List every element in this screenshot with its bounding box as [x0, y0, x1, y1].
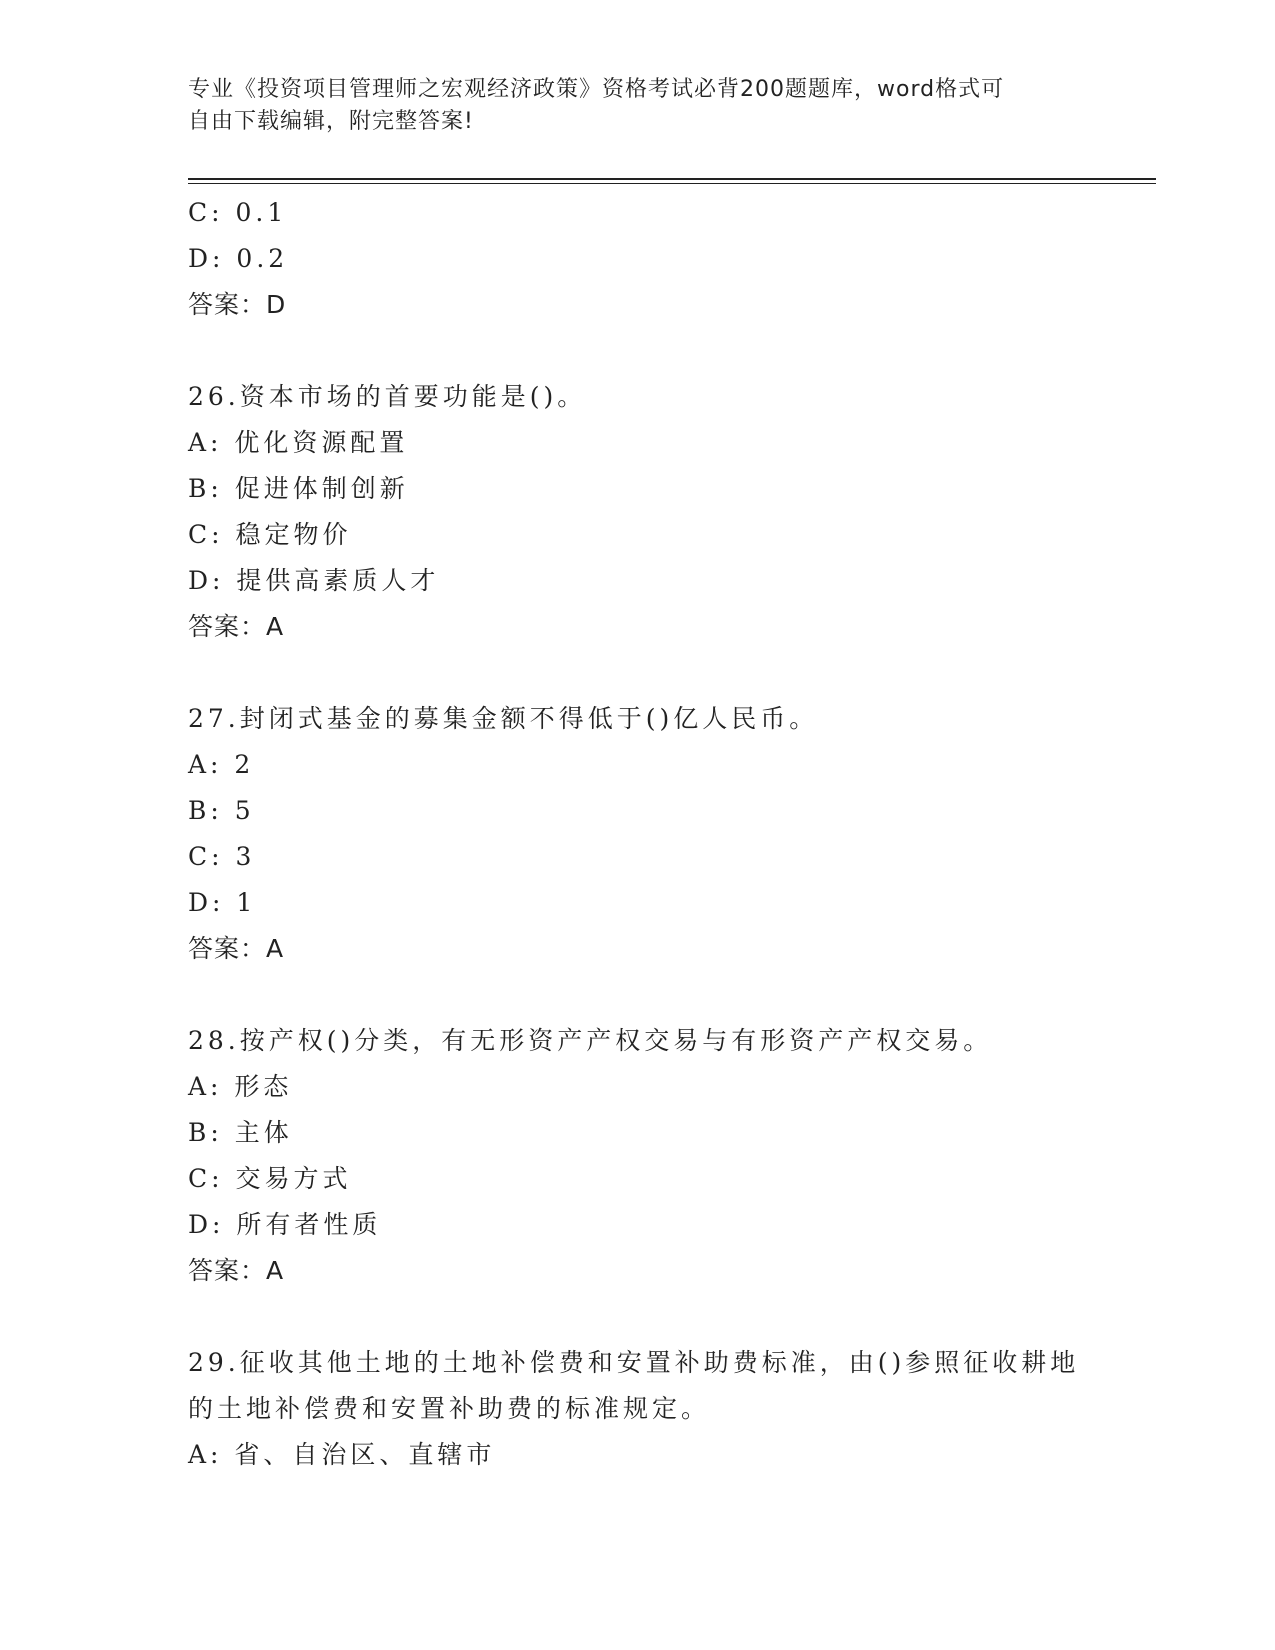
option-line: C: 3	[188, 842, 256, 871]
option-line: D: 1	[188, 888, 257, 917]
question-stem-continued: 的土地补偿费和安置补助费的标准规定。	[188, 1394, 711, 1423]
spacer	[188, 650, 1088, 696]
option-line: C: 交易方式	[188, 1164, 352, 1193]
answer-line: 答案：A	[188, 1256, 285, 1285]
option-line: C: 0.1	[188, 198, 288, 227]
option-line: C: 稳定物价	[188, 520, 352, 549]
option-line: B: 促进体制创新	[188, 474, 409, 503]
question-stem: 29.征收其他土地的土地补偿费和安置补助费标准，由()参照征收耕地	[188, 1348, 1080, 1377]
question-stem: 27.封闭式基金的募集金额不得低于()亿人民币。	[188, 704, 819, 733]
header-line-2: 自由下载编辑，附完整答案!	[188, 109, 474, 134]
question-stem: 28.按产权()分类，有无形资产产权交易与有形资产产权交易。	[188, 1026, 993, 1055]
spacer	[188, 1294, 1088, 1340]
option-line: A: 2	[188, 750, 255, 779]
question-list	[188, 190, 1088, 1478]
answer-line: 答案：A	[188, 612, 285, 641]
header-rule	[188, 178, 1156, 180]
option-line: A: 省、自治区、直辖市	[188, 1440, 496, 1469]
option-line: D: 提供高素质人才	[188, 566, 440, 595]
header-line-1: 专业《投资项目管理师之宏观经济政策》资格考试必背200题题库，word格式可	[188, 77, 1005, 102]
spacer	[188, 328, 1088, 374]
question-stem: 26.资本市场的首要功能是()。	[188, 382, 587, 411]
document-header	[188, 74, 1088, 138]
spacer	[188, 972, 1088, 1018]
option-line: A: 形态	[188, 1072, 293, 1101]
header-rule-thin	[188, 183, 1156, 184]
option-line: D: 所有者性质	[188, 1210, 382, 1239]
answer-line: 答案：D	[188, 290, 287, 319]
option-line: B: 主体	[188, 1118, 293, 1147]
option-line: B: 5	[188, 796, 255, 825]
option-line: A: 优化资源配置	[188, 428, 409, 457]
option-line: D: 0.2	[188, 244, 289, 273]
answer-line: 答案：A	[188, 934, 285, 963]
